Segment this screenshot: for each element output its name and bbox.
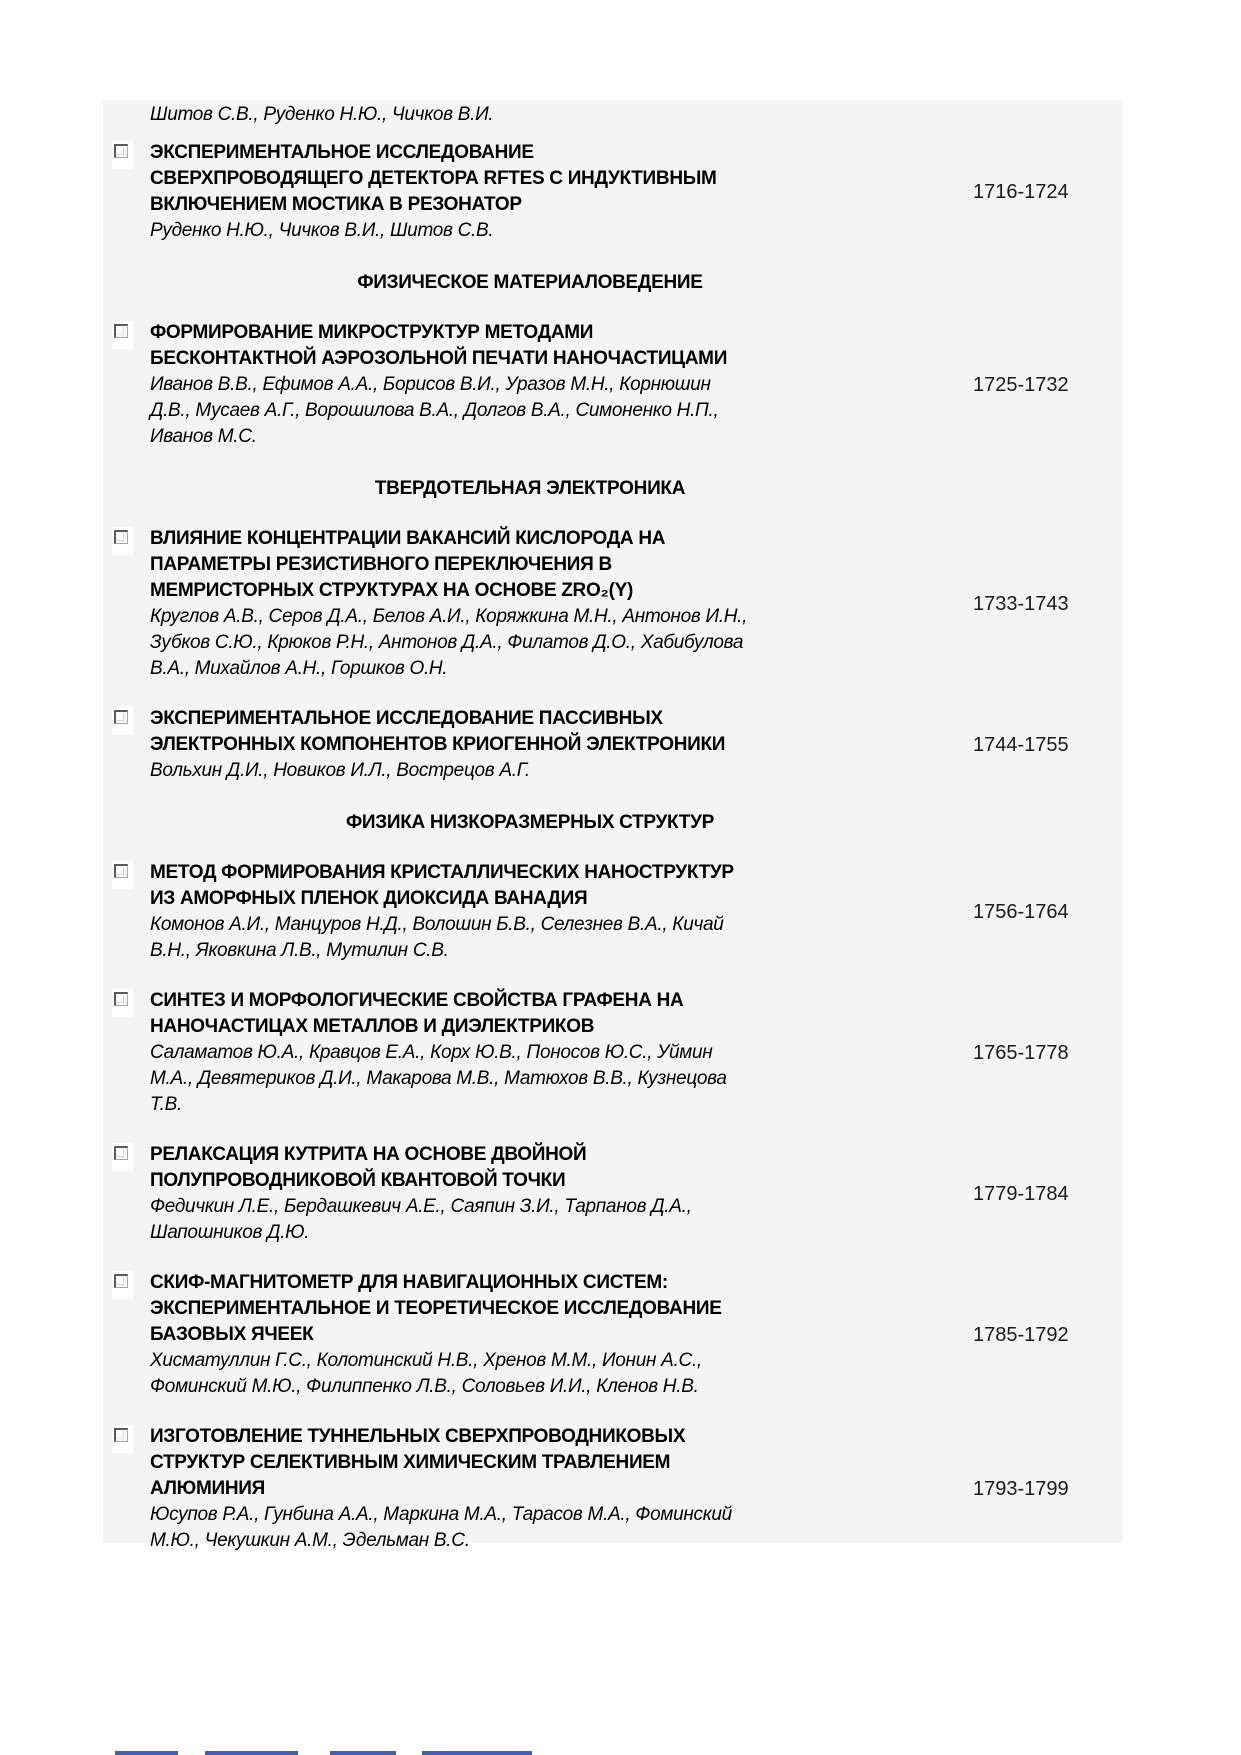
clipped-link-fragment[interactable]: [330, 1751, 396, 1755]
toc-panel: [103, 100, 1123, 1551]
article-authors: Юсупов Р.А., Гунбина А.А., Маркина М.А., Тарасов М.А., Фоминский М.Ю., Чекушкин А.М., Эдельман В.С.: [150, 1504, 732, 1551]
checkbox-inner-detail: [117, 995, 124, 1003]
page-range: 1725-1732: [973, 374, 1069, 396]
page-range: 1744-1755: [973, 734, 1069, 756]
article-title: ЭКСПЕРИМЕНТАЛЬНОЕ ИССЛЕДОВАНИЕ ПАССИВНЫХ ЭЛЕКТРОННЫХ КОМПОНЕНТОВ КРИОГЕННОЙ ЭЛЕКТРОНИКИ: [150, 708, 726, 755]
checkbox-gutter: [103, 706, 150, 784]
article-authors: Иванов В.В., Ефимов А.А., Борисов В.И., Уразов М.Н., Корнюшин Д.В., Мусаев А.Г., Ворошилова В.А., Долгов В.А., Симоненко Н.П., Иванов М.С.: [150, 374, 719, 447]
article-title: ВЛИЯНИЕ КОНЦЕНТРАЦИИ ВАКАНСИЙ КИСЛОРОДА НА ПАРАМЕТРЫ РЕЗИСТИВНОГО ПЕРЕКЛЮЧЕНИЯ В МЕМРИСТОРНЫХ СТРУКТУРАХ НА ОСНОВЕ ZRO₂(Y): [150, 528, 666, 601]
page-range: 1785-1792: [973, 1324, 1069, 1346]
article-title: СИНТЕЗ И МОРФОЛОГИЧЕСКИЕ СВОЙСТВА ГРАФЕНА НА НАНОЧАСТИЦАХ МЕТАЛЛОВ И ДИЭЛЕКТРИКОВ: [150, 990, 684, 1037]
section-header: ТВЕРДОТЕЛЬНАЯ ЭЛЕКТРОНИКА: [374, 478, 686, 499]
article-authors: Федичкин Л.Е., Бердашкевич А.Е., Саяпин З.И., Тарпанов Д.А., Шапошников Д.Ю.: [150, 1196, 692, 1243]
checkbox-inner-detail: [117, 867, 124, 875]
article-authors: Руденко Н.Ю., Чичков В.И., Шитов С.В.: [150, 220, 494, 241]
article-title: СКИФ-МАГНИТОМЕТР ДЛЯ НАВИГАЦИОННЫХ СИСТЕМ: ЭКСПЕРИМЕНТАЛЬНОЕ И ТЕОРЕТИЧЕСКОЕ ИССЛЕДОВАНИЕ БАЗОВЫХ ЯЧЕЕК: [150, 1272, 722, 1345]
article-checkbox[interactable]: [114, 710, 128, 724]
article-authors: Саламатов Ю.А., Кравцов Е.А., Корх Ю.В., Поносов Ю.С., Уймин М.А., Девятериков Д.И., Макарова М.В., Матюхов В.В., Кузнецова Т.В.: [150, 1042, 727, 1115]
article-authors: Хисматуллин Г.С., Колотинский Н.В., Хренов М.М., Ионин А.С., Фоминский М.Ю., Филиппенко Л.В., Соловьев И.И., Кленов Н.В.: [150, 1350, 702, 1397]
article-checkbox[interactable]: [114, 1146, 128, 1160]
page-range: 1793-1799: [973, 1478, 1069, 1500]
toc-entry: [103, 860, 1123, 964]
page-range: 1779-1784: [973, 1183, 1069, 1205]
toc-entry: [103, 526, 1123, 682]
checkbox-patch: [112, 527, 133, 555]
clipped-link-fragment[interactable]: [422, 1751, 532, 1755]
checkbox-inner-detail: [117, 147, 124, 155]
article-title: ФОРМИРОВАНИЕ МИКРОСТРУКТУР МЕТОДАМИ БЕСКОНТАКТНОЙ АЭРОЗОЛЬНОЙ ПЕЧАТИ НАНОЧАСТИЦАМИ: [150, 322, 728, 369]
toc-entry: [103, 140, 1123, 244]
article-checkbox[interactable]: [114, 864, 128, 878]
authors-continuation-line: Шитов С.В., Руденко Н.Ю., Чичков В.И.: [150, 104, 494, 125]
toc-entry: [103, 988, 1123, 1118]
toc-entry: [103, 706, 1123, 784]
article-checkbox[interactable]: [114, 324, 128, 338]
article-authors: Круглов А.В., Серов Д.А., Белов А.И., Коряжкина М.Н., Антонов И.Н., Зубков С.Ю., Крюков Р.Н., Антонов Д.А., Филатов Д.О., Хабибулова В.А., Михайлов А.Н., Горшков О.Н.: [150, 606, 748, 679]
checkbox-gutter: [103, 988, 150, 1118]
checkbox-patch: [112, 1425, 133, 1453]
toc-entry: [103, 1142, 1123, 1246]
clipped-link-fragment[interactable]: [115, 1751, 178, 1755]
checkbox-gutter: [103, 140, 150, 244]
checkbox-inner-detail: [117, 327, 124, 335]
toc-entry: [103, 1424, 1123, 1554]
checkbox-inner-detail: [117, 713, 124, 721]
article-checkbox[interactable]: [114, 1428, 128, 1442]
page-range: 1716-1724: [973, 181, 1069, 203]
article-checkbox[interactable]: [114, 144, 128, 158]
page-range: 1756-1764: [973, 901, 1069, 923]
checkbox-gutter: [103, 526, 150, 682]
section-header: ФИЗИЧЕСКОЕ МАТЕРИАЛОВЕДЕНИЕ: [357, 272, 703, 293]
checkbox-patch: [112, 141, 133, 169]
article-checkbox[interactable]: [114, 1274, 128, 1288]
checkbox-inner-detail: [117, 1277, 124, 1285]
page-range: 1733-1743: [973, 593, 1069, 615]
article-authors: Комонов А.И., Манцуров Н.Д., Волошин Б.В., Селезнев В.А., Кичай В.Н., Яковкина Л.В., Мутилин С.В.: [150, 914, 724, 961]
checkbox-patch: [112, 1271, 133, 1299]
clipped-link-fragment[interactable]: [205, 1751, 298, 1755]
article-title: ЭКСПЕРИМЕНТАЛЬНОЕ ИССЛЕДОВАНИЕ СВЕРХПРОВОДЯЩЕГО ДЕТЕКТОРА RFTES С ИНДУКТИВНЫМ ВКЛЮЧЕНИЕМ МОСТИКА В РЕЗОНАТОР: [150, 142, 717, 215]
checkbox-patch: [112, 989, 133, 1017]
article-title: ИЗГОТОВЛЕНИЕ ТУННЕЛЬНЫХ СВЕРХПРОВОДНИКОВЫХ СТРУКТУР СЕЛЕКТИВНЫМ ХИМИЧЕСКИМ ТРАВЛЕНИЕМ АЛЮМИНИЯ: [150, 1426, 686, 1499]
checkbox-gutter: [103, 320, 150, 450]
checkbox-inner-detail: [117, 533, 124, 541]
toc-entry: [103, 320, 1123, 450]
checkbox-gutter: [103, 1424, 150, 1554]
checkbox-gutter: [103, 860, 150, 964]
checkbox-patch: [112, 707, 133, 735]
article-authors: Вольхин Д.И., Новиков И.Л., Вострецов А.Г.: [150, 760, 530, 781]
checkbox-patch: [112, 861, 133, 889]
checkbox-inner-detail: [117, 1431, 124, 1439]
page-range: 1765-1778: [973, 1042, 1069, 1064]
article-checkbox[interactable]: [114, 992, 128, 1006]
checkbox-gutter: [103, 1270, 150, 1400]
checkbox-inner-detail: [117, 1149, 124, 1157]
article-title: МЕТОД ФОРМИРОВАНИЯ КРИСТАЛЛИЧЕСКИХ НАНОСТРУКТУР ИЗ АМОРФНЫХ ПЛЕНОК ДИОКСИДА ВАНАДИЯ: [150, 862, 734, 909]
toc-entry: [103, 1270, 1123, 1400]
checkbox-patch: [112, 1143, 133, 1171]
article-checkbox[interactable]: [114, 530, 128, 544]
checkbox-patch: [112, 321, 133, 349]
article-title: РЕЛАКСАЦИЯ КУТРИТА НА ОСНОВЕ ДВОЙНОЙ ПОЛУПРОВОДНИКОВОЙ КВАНТОВОЙ ТОЧКИ: [150, 1144, 587, 1191]
checkbox-gutter: [103, 1142, 150, 1246]
section-header: ФИЗИКА НИЗКОРАЗМЕРНЫХ СТРУКТУР: [345, 812, 715, 833]
